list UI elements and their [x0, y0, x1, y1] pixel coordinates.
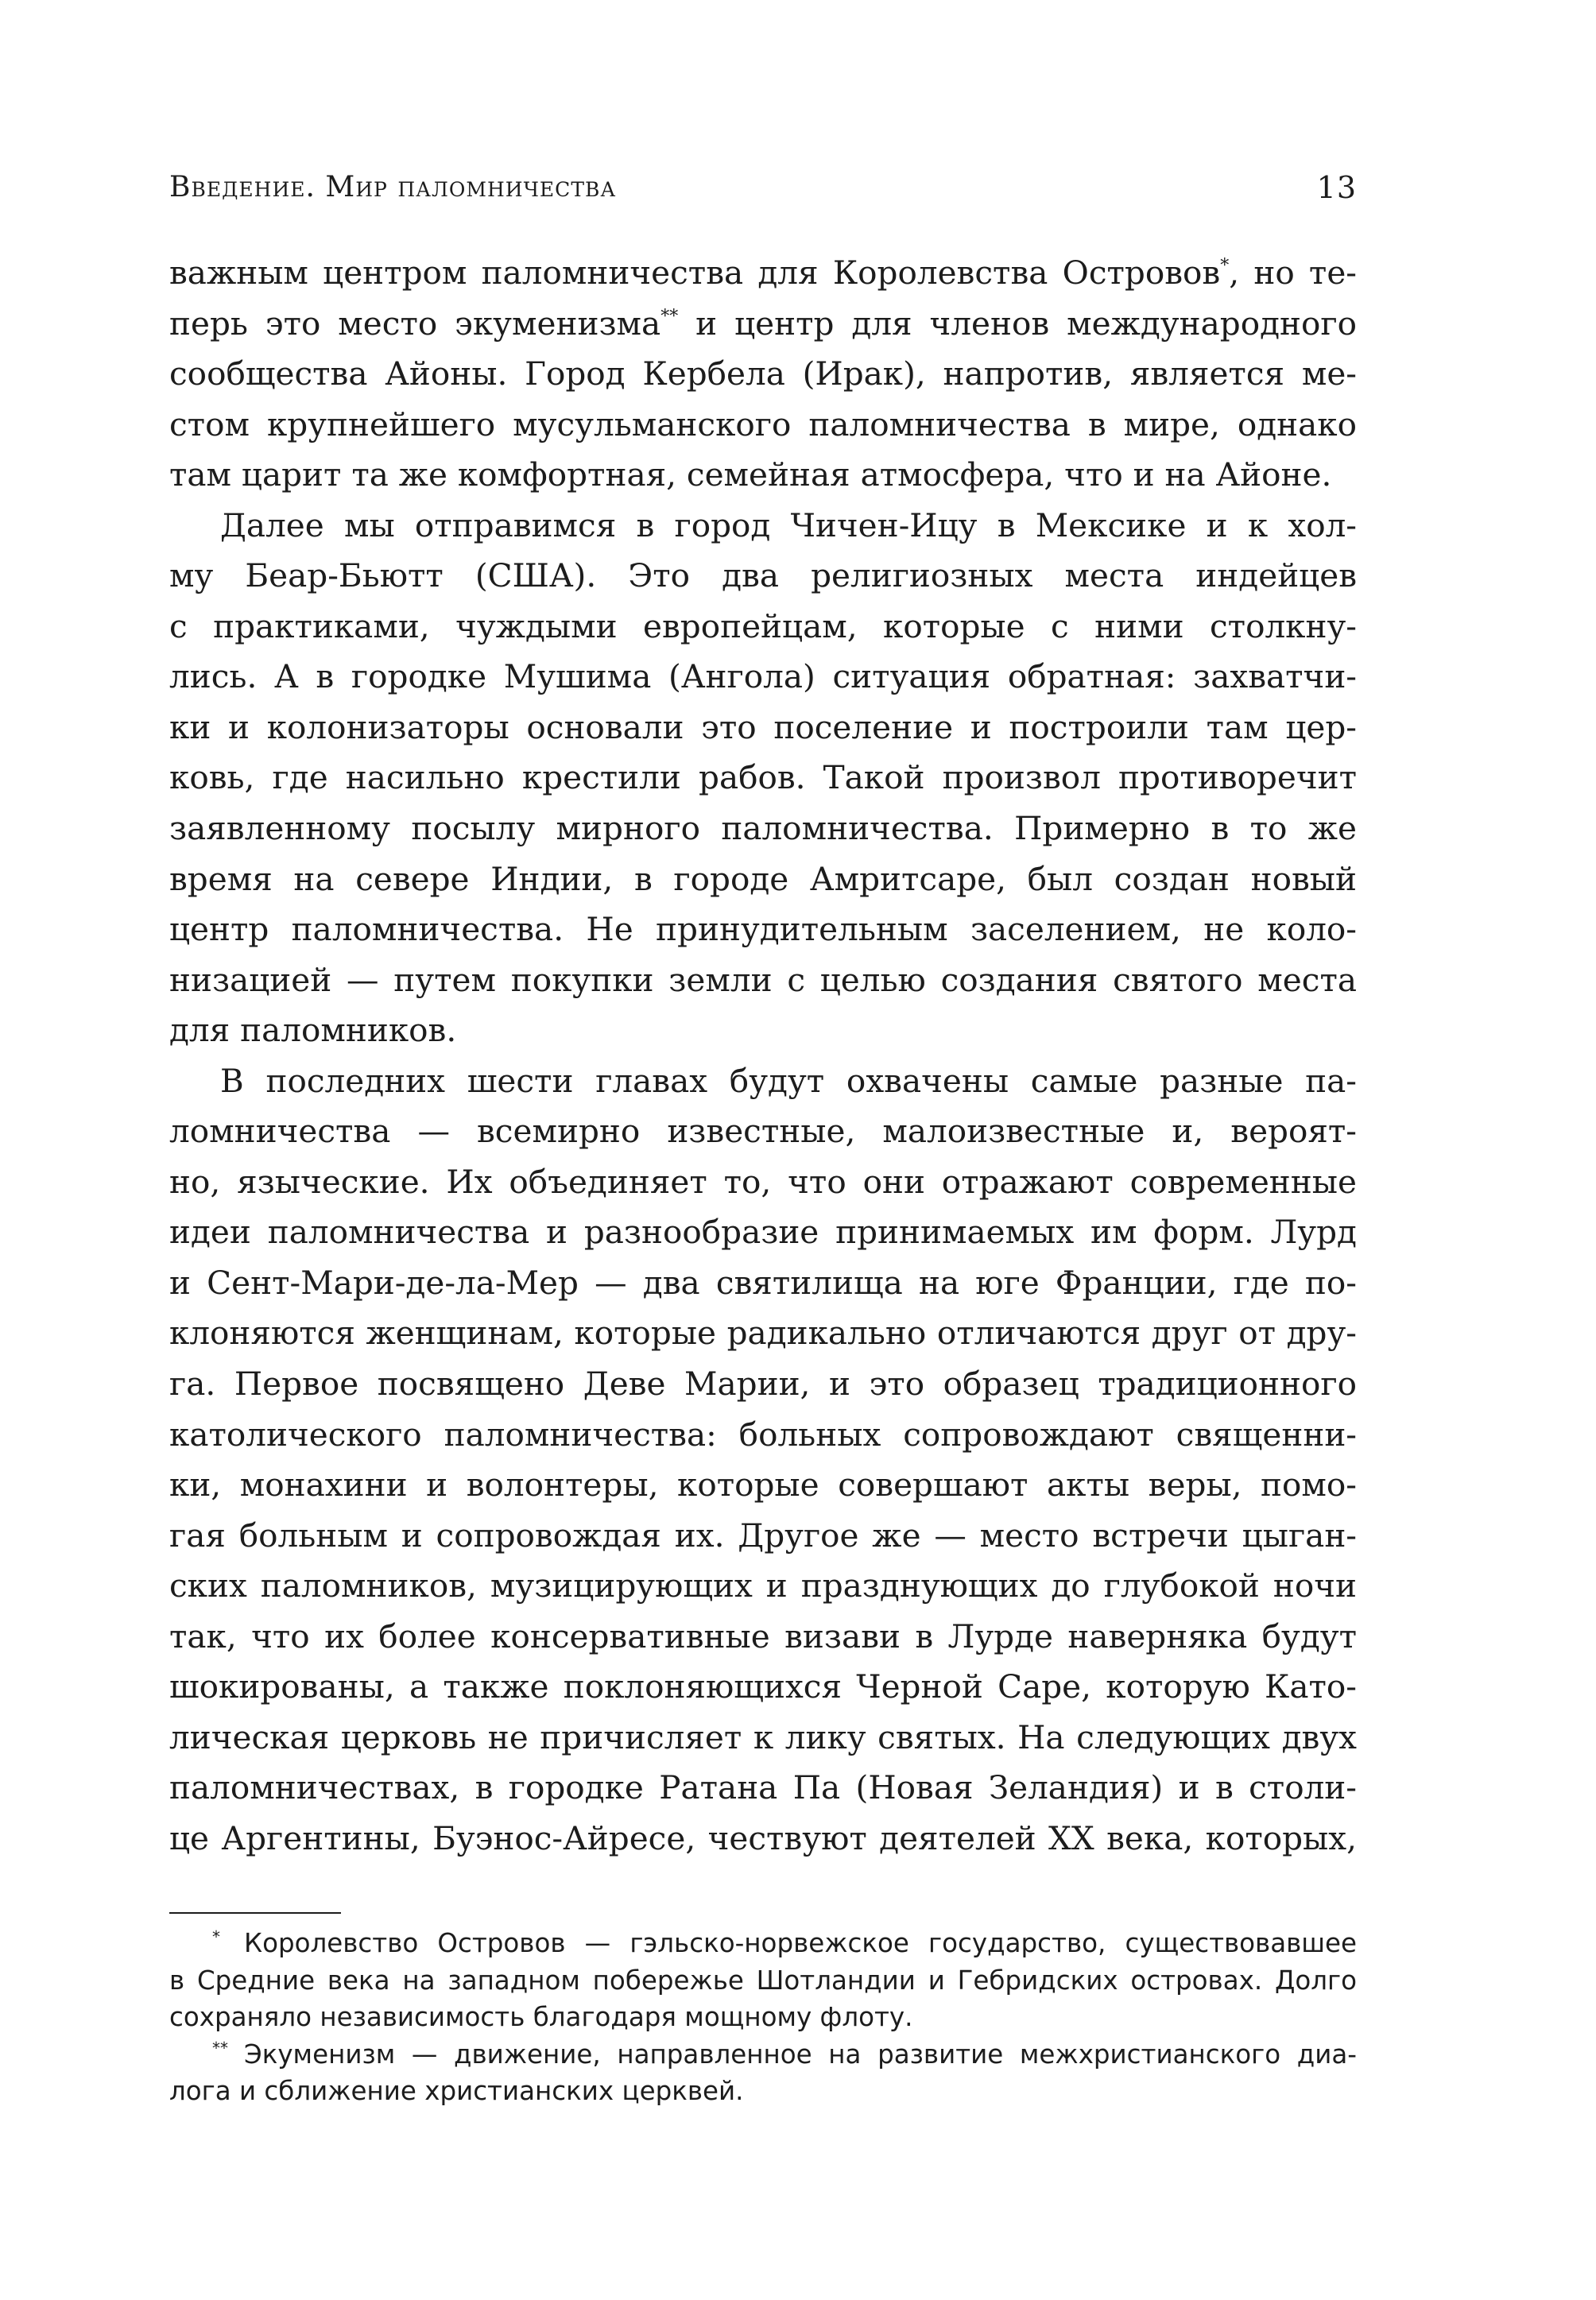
text-line: га. Первое посвящено Деве Марии, и это образец традиционного [169, 1365, 1357, 1404]
text-line: му Беар-Бьютт (США). Это два религиозных места индейцев [169, 556, 1357, 595]
text-line: но, языческие. Их объединяет то, что они отражают современные [169, 1162, 1357, 1201]
page-number: 13 [1316, 170, 1357, 205]
text-line: стом крупнейшего мусульманского паломничества в мире, однако [169, 405, 1357, 443]
text-line: идеи паломничества и разнообразие принимаемых им форм. Лурд [169, 1213, 1357, 1252]
text-line: для паломников. [169, 1011, 457, 1050]
footnote-line: в Средние века на западном побережье Шотландии и Гебридских островах. Долго [169, 1965, 1357, 1996]
footnote-marker: ** [660, 306, 679, 327]
text-line: ки, монахини и волонтеры, которые совершают акты веры, помо- [169, 1466, 1357, 1504]
text-line: ломничества — всемирно известные, малоизвестные и, вероят- [169, 1112, 1357, 1151]
text-line: важным центром паломничества для Королевства Островов*, но те- [169, 254, 1357, 292]
text-line: ковь, где насильно крестили рабов. Такой произвол противоречит [169, 758, 1357, 797]
text-line: шокированы, а также поклоняющихся Черной Саре, которую Като- [169, 1667, 1357, 1706]
text-line: центр паломничества. Не принудительным заселением, не коло- [169, 910, 1357, 949]
text-line: и Сент-Мари-де-ла-Мер — два святилища на юге Франции, где по- [169, 1263, 1357, 1302]
text-line: Далее мы отправимся в город Чичен-Ицу в Мексике и к хол- [220, 505, 1357, 544]
text-line: це Аргентины, Буэнос-Айресе, чествуют деятелей XX века, которых, [169, 1818, 1357, 1857]
footnote-divider [169, 1912, 341, 1914]
text-line: заявленному посылу мирного паломничества. Примерно в то же [169, 809, 1357, 848]
text-line: гая больным и сопровождая их. Другое же — место встречи цыган- [169, 1516, 1357, 1555]
text-line: католического паломничества: больных сопровождают священни- [169, 1415, 1357, 1454]
text-line: лическая церковь не причисляет к лику святых. На следующих двух [169, 1717, 1357, 1756]
running-head [169, 167, 1357, 208]
footnote-marker: * [1220, 256, 1230, 276]
text-line: там царит та же комфортная, семейная атмосфера, что и на Айоне. [169, 455, 1332, 494]
footnote-line: лога и сближение христианских церквей. [169, 2076, 744, 2106]
text-line: с практиками, чуждыми европейцам, которые с ними столкну- [169, 606, 1357, 645]
text-line: сообщества Айоны. Город Кербела (Ирак), напротив, является ме- [169, 354, 1357, 393]
footnotes [169, 1925, 1357, 2110]
text-line: ских паломников, музицирующих и празднующих до глубокой ночи [169, 1566, 1357, 1605]
text-line: так, что их более консервативные визави в Лурде наверняка будут [169, 1617, 1357, 1655]
text-line: низацией — путем покупки земли с целью создания святого места [169, 960, 1357, 999]
text-line: перь это место экуменизма** и центр для членов международного [169, 304, 1357, 343]
text-line: В последних шести главах будут охвачены самые разные па- [220, 1061, 1357, 1100]
running-head-title: Введение. Мир паломничества [169, 171, 617, 203]
text-line: время на севере Индии, в городе Амритсаре, был создан новый [169, 859, 1357, 898]
text-line: паломничествах, в городке Ратана Па (Новая Зеландия) и в столи- [169, 1768, 1357, 1807]
text-line: лись. А в городке Мушима (Ангола) ситуация обратная: захватчи- [169, 657, 1357, 696]
footnote-line: ** Экуменизм — движение, направленное на развитие межхристианского диа- [212, 2038, 1357, 2070]
text-line: клоняются женщинам, которые радикально отличаются друг от дру- [169, 1314, 1357, 1353]
footnote-line: * Королевство Островов — гэльско-норвежское государство, существовавшее [212, 1927, 1357, 1958]
body-text [169, 248, 1357, 1864]
text-line: ки и колонизаторы основали это поселение и построили там цер- [169, 707, 1357, 746]
footnote-line: сохраняло независимость благодаря мощному флоту. [169, 2002, 913, 2032]
